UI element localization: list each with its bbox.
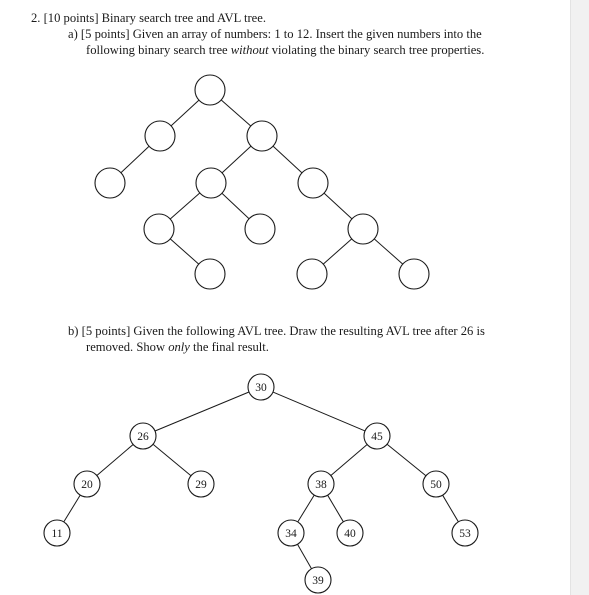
avl-node-label: 53	[459, 528, 471, 540]
bst-edge	[170, 193, 200, 219]
avl-node-label: 34	[285, 528, 297, 540]
bst-node-circle	[245, 214, 275, 244]
bst-node-circle	[144, 214, 174, 244]
bst-edge	[222, 193, 249, 218]
avl-edge	[273, 392, 365, 431]
avl-node	[452, 520, 478, 546]
avl-edge	[298, 495, 314, 522]
bst-node	[195, 75, 225, 105]
bst-edge	[273, 146, 302, 173]
bst-node	[247, 121, 277, 151]
avl-node-label: 20	[81, 479, 93, 491]
avl-edge	[328, 495, 344, 522]
part-b-text-after: the final result.	[189, 340, 269, 354]
part-a-line-1: a) [5 points] Given an array of numbers: 1 to 12. Insert the given numbers into the	[68, 27, 482, 41]
bst-node	[297, 259, 327, 289]
avl-tree	[0, 370, 570, 595]
bst-node	[95, 168, 125, 198]
avl-node	[308, 471, 334, 497]
bst-node-circle	[196, 168, 226, 198]
scrollbar-gutter[interactable]	[570, 0, 589, 595]
part-b-line-2	[86, 339, 269, 355]
part-b-line-1: b) [5 points] Given the following AVL tree. Draw the resulting AVL tree after 26 is	[68, 324, 485, 338]
bst-node-circle	[297, 259, 327, 289]
avl-node-label: 50	[430, 479, 442, 491]
bst-node	[145, 121, 175, 151]
bst-edge	[221, 100, 251, 126]
bst-edge	[121, 146, 149, 172]
bst-node-circle	[399, 259, 429, 289]
avl-node	[130, 423, 156, 449]
avl-node-label: 30	[255, 382, 267, 394]
avl-node-label: 40	[344, 528, 356, 540]
bst-node	[245, 214, 275, 244]
bst-node-circle	[145, 121, 175, 151]
bst-nodes	[95, 75, 429, 289]
bst-node-circle	[195, 259, 225, 289]
avl-nodes	[44, 374, 478, 593]
avl-node-label: 38	[315, 479, 327, 491]
avl-edge	[155, 392, 249, 431]
part-a-text-before: following binary search tree	[86, 43, 231, 57]
avl-node	[248, 374, 274, 400]
avl-node-label: 45	[371, 431, 383, 443]
avl-node	[337, 520, 363, 546]
bst-node-circle	[195, 75, 225, 105]
bst-node	[348, 214, 378, 244]
bst-edge	[170, 239, 199, 264]
avl-edge	[64, 495, 80, 522]
avl-node	[278, 520, 304, 546]
bst-empty-tree	[0, 70, 570, 300]
bst-node	[399, 259, 429, 289]
avl-edge	[153, 444, 191, 475]
avl-node	[423, 471, 449, 497]
bst-edge	[222, 146, 251, 173]
part-b-text-before: removed. Show	[86, 340, 169, 354]
bst-edge	[171, 100, 199, 126]
avl-node	[188, 471, 214, 497]
bst-node-circle	[298, 168, 328, 198]
avl-node-label: 39	[312, 575, 324, 587]
part-a-text-after: violating the binary search tree properties.	[268, 43, 485, 57]
avl-node-label: 29	[195, 479, 207, 491]
problem-heading: 2. [10 points] Binary search tree and AVL tree.	[31, 11, 267, 25]
bst-node	[196, 168, 226, 198]
bst-node-circle	[247, 121, 277, 151]
bst-node-circle	[95, 168, 125, 198]
avl-node	[44, 520, 70, 546]
avl-edge	[97, 444, 133, 475]
avl-node-label: 11	[51, 528, 63, 540]
bst-edge	[374, 239, 403, 264]
avl-node	[305, 567, 331, 593]
bst-node	[144, 214, 174, 244]
avl-node	[74, 471, 100, 497]
avl-edge	[297, 544, 311, 568]
avl-edge	[387, 444, 426, 476]
part-a-line-2	[86, 42, 484, 58]
avl-node-label: 26	[137, 431, 149, 443]
avl-edge	[331, 444, 367, 475]
bst-edge	[323, 239, 352, 264]
bst-edge	[324, 193, 352, 219]
bst-node	[298, 168, 328, 198]
bst-node	[195, 259, 225, 289]
part-b-emphasis: only	[168, 340, 190, 354]
avl-edge	[443, 495, 459, 522]
avl-node	[364, 423, 390, 449]
avl-edges	[64, 392, 459, 569]
bst-node-circle	[348, 214, 378, 244]
part-a-emphasis: without	[230, 43, 269, 57]
